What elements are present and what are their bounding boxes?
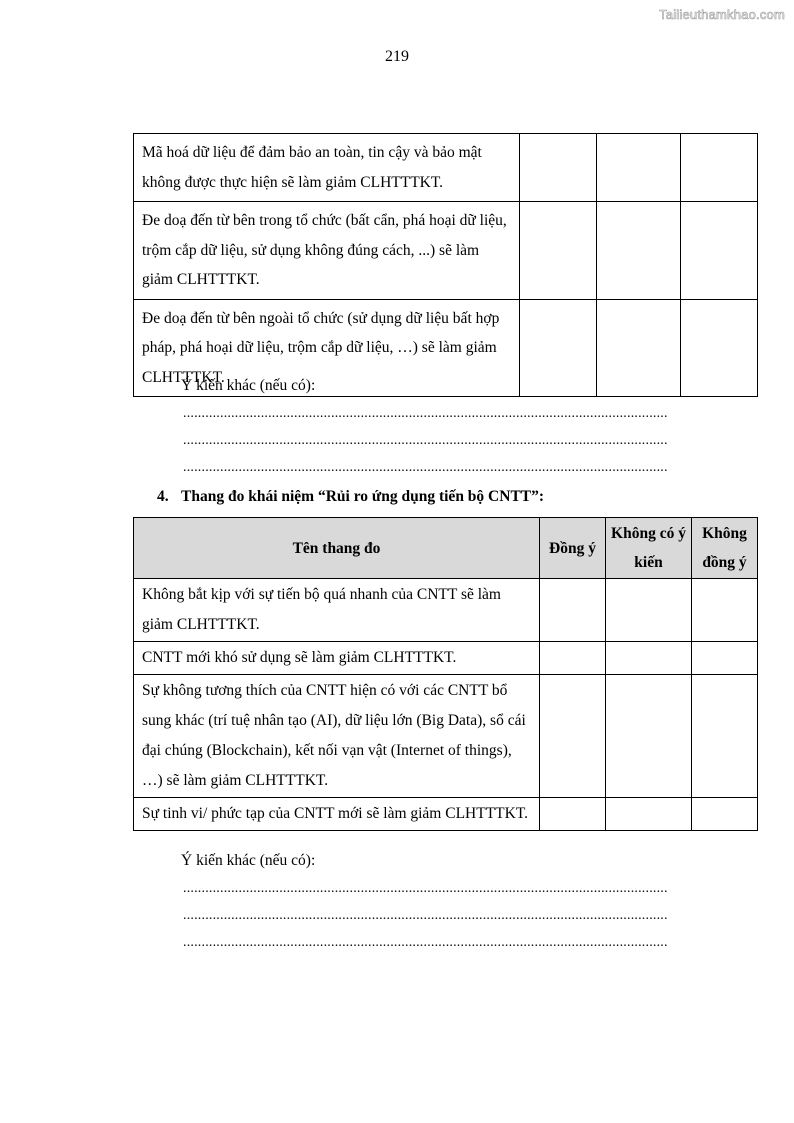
statement-cell: Đe doạ đến từ bên trong tổ chức (bất cẩn, phá hoại dữ liệu, trộm cắp dữ liệu, sử dụng không đúng cách, ...) sẽ làm giảm CLHTTTKT. [134,202,520,300]
disagree-cell[interactable] [692,798,758,831]
comment-line[interactable]: ................................................................................................................................... [183,882,668,896]
neutral-cell[interactable] [597,299,681,397]
neutral-cell[interactable] [606,642,692,675]
page-number: 219 [385,48,409,65]
header-neutral: Không có ý kiến [606,518,692,579]
agree-cell[interactable] [540,675,606,798]
agree-cell[interactable] [520,202,597,300]
statement-cell: Sự tinh vi/ phức tạp của CNTT mới sẽ làm giảm CLHTTTKT. [134,798,540,831]
agree-cell[interactable] [540,798,606,831]
agree-cell[interactable] [540,579,606,642]
table-row [134,675,758,798]
comment-line[interactable]: ................................................................................................................................... [183,909,668,923]
table-row [134,798,758,831]
section-heading [157,488,544,506]
header-scale-name: Tên thang đo [134,518,540,579]
neutral-cell[interactable] [597,202,681,300]
disagree-cell[interactable] [681,134,758,202]
disagree-cell[interactable] [681,299,758,397]
table-row [134,134,758,202]
agree-cell[interactable] [520,299,597,397]
statement-cell: Không bắt kịp với sự tiến bộ quá nhanh của CNTT sẽ làm giảm CLHTTTKT. [134,579,540,642]
survey-table-continued [133,133,758,397]
statement-cell: Đe doạ đến từ bên ngoài tổ chức (sử dụng dữ liệu bất hợp pháp, phá hoại dữ liệu, trộm cắp dữ liệu, …) sẽ làm giảm CLHTTTKT. [134,299,520,397]
table-header-row [134,518,758,579]
other-comments-label: Ý kiến khác (nếu có): [181,377,316,394]
neutral-cell[interactable] [606,798,692,831]
comment-line[interactable]: ................................................................................................................................... [183,461,668,475]
statement-cell: Mã hoá dữ liệu để đảm bảo an toàn, tin cậy và bảo mật không được thực hiện sẽ làm giảm CLHTTTKT. [134,134,520,202]
agree-cell[interactable] [540,642,606,675]
comment-line[interactable]: ................................................................................................................................... [183,434,668,448]
header-disagree: Không đồng ý [692,518,758,579]
neutral-cell[interactable] [597,134,681,202]
survey-table [133,517,758,831]
agree-cell[interactable] [520,134,597,202]
comment-line[interactable]: ................................................................................................................................... [183,407,668,421]
statement-cell: Sự không tương thích của CNTT hiện có với các CNTT bổ sung khác (trí tuệ nhân tạo (AI), dữ liệu lớn (Big Data), sổ cái đại chúng (Blockchain), kết nối vạn vật (Internet of things), …) sẽ làm giảm CLHTTTKT. [134,675,540,798]
neutral-cell[interactable] [606,579,692,642]
table-row [134,202,758,300]
section-title: Thang đo khái niệm “Rủi ro ứng dụng tiến bộ CNTT”: [181,488,545,505]
comment-line[interactable]: ................................................................................................................................... [183,936,668,950]
disagree-cell[interactable] [681,202,758,300]
header-agree: Đồng ý [540,518,606,579]
table-row [134,642,758,675]
neutral-cell[interactable] [606,675,692,798]
table-row [134,579,758,642]
watermark: Tailieuthamkhao.com [659,7,785,22]
other-comments-label: Ý kiến khác (nếu có): [181,852,316,869]
disagree-cell[interactable] [692,675,758,798]
statement-cell: CNTT mới khó sử dụng sẽ làm giảm CLHTTTKT. [134,642,540,675]
disagree-cell[interactable] [692,642,758,675]
section-number: 4. [157,488,169,505]
disagree-cell[interactable] [692,579,758,642]
